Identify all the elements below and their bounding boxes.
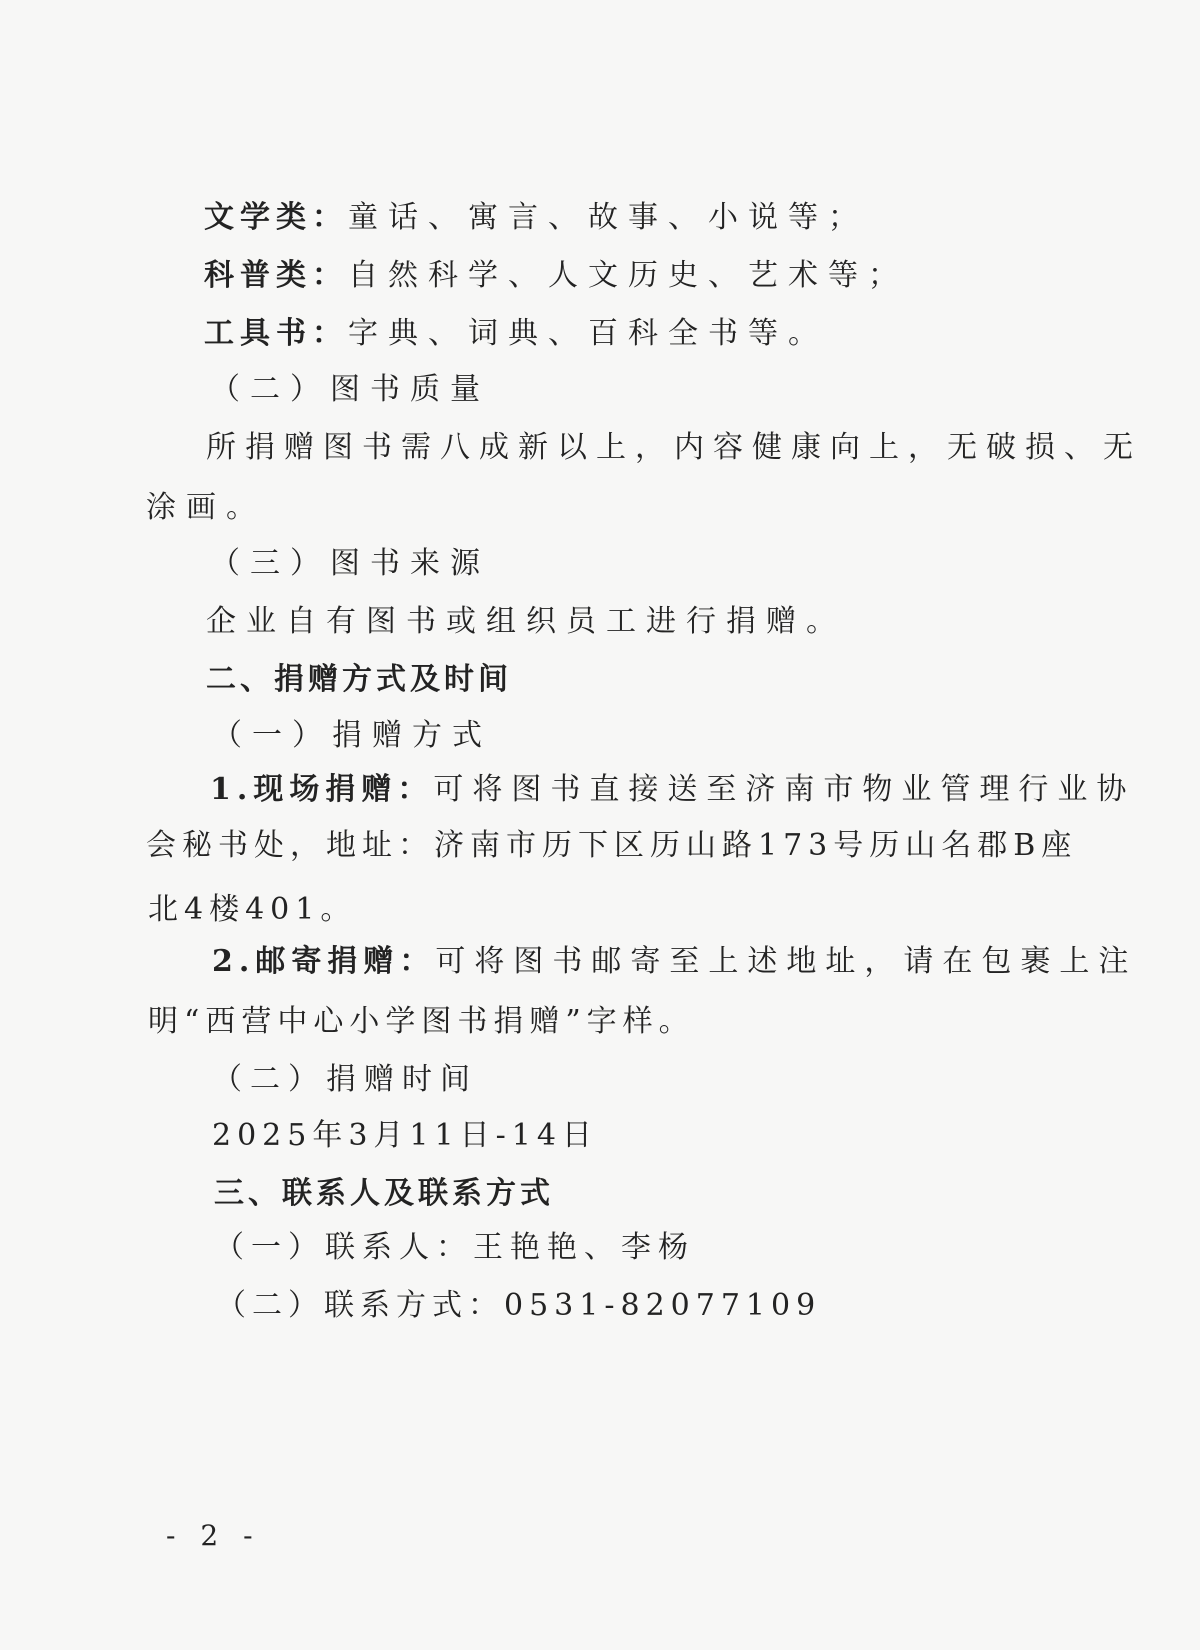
quality-text-cont: 涂画。	[146, 490, 266, 525]
mail-text-cont: 明“西营中心小学图书捐赠”字样。	[148, 1004, 695, 1039]
category-science	[204, 256, 908, 296]
source-heading: （三）图书来源	[210, 546, 490, 581]
category-label: 工具书：	[204, 316, 348, 351]
mail-label: 2.邮寄捐赠：	[212, 944, 436, 979]
page-number: - 2 -	[166, 1519, 261, 1552]
onsite-label: 1.现场捐赠：	[210, 772, 434, 807]
category-text: 字典、词典、百科全书等。	[348, 316, 828, 351]
onsite-address-cont: 北4楼401。	[148, 892, 357, 927]
contact-person: （一）联系人：王艳艳、李杨	[214, 1230, 695, 1265]
category-text: 自然科学、人文历史、艺术等；	[348, 258, 908, 293]
method-heading: （一）捐赠方式	[212, 718, 492, 753]
time-text: 2025年3月11日-14日	[212, 1118, 598, 1153]
onsite-donation	[210, 770, 1135, 810]
category-literature	[204, 198, 868, 238]
category-label: 科普类：	[204, 258, 348, 293]
source-text: 企业自有图书或组织员工进行捐赠。	[206, 604, 846, 639]
onsite-text: 可将图书直接送至济南市物业管理行业协	[433, 772, 1136, 807]
contact-phone: （二）联系方式：0531-82077109	[216, 1288, 822, 1323]
mail-text: 可将图书邮寄至上述地址，请在包裹上注	[435, 944, 1138, 979]
mail-donation	[212, 942, 1137, 982]
section-2-heading: 二、捐赠方式及时间	[206, 662, 512, 697]
section-3-heading: 三、联系人及联系方式	[214, 1176, 554, 1211]
category-reference	[204, 314, 828, 354]
category-text: 童话、寓言、故事、小说等；	[348, 200, 868, 235]
time-heading: （二）捐赠时间	[212, 1062, 478, 1097]
quality-text: 所捐赠图书需八成新以上，内容健康向上，无破损、无	[206, 430, 1142, 465]
onsite-address: 会秘书处，地址：济南市历下区历山路173号历山名郡B座	[146, 828, 1078, 863]
category-label: 文学类：	[204, 200, 348, 235]
quality-heading: （二）图书质量	[210, 372, 490, 407]
